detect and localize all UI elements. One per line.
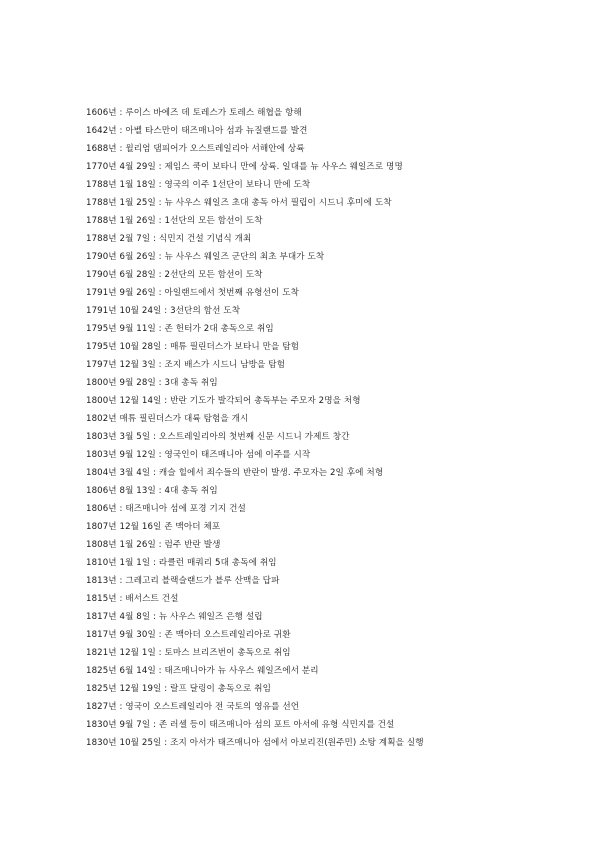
timeline-entry: 1800년 9월 28일 : 3대 총독 취임 xyxy=(86,378,218,388)
timeline-entry: 1803년 9월 12일 : 영국인이 태즈매니아 섬에 이주를 시작 xyxy=(86,450,311,460)
timeline-entry: 1813년 : 그레고리 블랙슬랜드가 블루 산맥을 답파 xyxy=(86,576,280,586)
timeline-entry: 1804년 3월 4일 : 캐슬 힐에서 죄수들의 반란이 발생. 주모자는 2일 후에 처형 xyxy=(86,468,384,478)
timeline-entry: 1791년 9월 26일 : 아일랜드에서 첫번째 유형선이 도착 xyxy=(86,288,300,298)
timeline-entry: 1642년 : 아벨 타스만이 태즈매니아 섬과 뉴질랜드를 발견 xyxy=(86,126,308,136)
timeline-entry: 1688년 : 윌리엄 댐피어가 오스트레일리아 서해안에 상륙 xyxy=(86,144,305,154)
timeline-entry: 1790년 6월 28일 : 2선단의 모든 함선이 도착 xyxy=(86,270,263,280)
timeline-entry: 1830년 9월 7일 : 존 러셀 등이 태즈매니아 섬의 포트 아서에 유형 식민지를 건설 xyxy=(86,720,395,730)
timeline-entry: 1800년 12월 14일 : 반란 기도가 발각되어 총독부는 주모자 2명을 처형 xyxy=(86,396,361,406)
timeline-entry: 1821년 12월 1일 : 토마스 브리즈번이 총독으로 취임 xyxy=(86,648,291,658)
timeline-entry: 1830년 10월 25일 : 조지 아서가 태즈매니아 섬에서 아보리진(원주민) 소탕 계획을 실행 xyxy=(86,738,424,748)
timeline-entry: 1606년 : 루이스 바에즈 데 토레스가 토레스 해협을 항해 xyxy=(86,108,302,118)
timeline-entry: 1788년 1월 26일 : 1선단의 모든 함선이 도착 xyxy=(86,216,263,226)
timeline-entry: 1788년 1월 18일 : 영국의 이주 1선단이 보타니 만에 도착 xyxy=(86,180,311,190)
timeline-entry: 1807년 12월 16일 존 맥아더 체포 xyxy=(86,522,221,532)
timeline-entry: 1797년 12월 3일 : 조지 배스가 시드니 남방을 탐험 xyxy=(86,360,286,370)
timeline-entry: 1806년 8월 13일 : 4대 총독 취임 xyxy=(86,486,218,496)
timeline-entry: 1788년 1월 25일 : 뉴 사우스 웨일즈 초대 총독 아서 필립이 시드니 후미에 도착 xyxy=(86,198,392,208)
timeline-list xyxy=(86,104,581,752)
timeline-entry: 1827년 : 영국이 오스트레일리아 전 국토의 영유를 선언 xyxy=(86,702,300,712)
timeline-entry: 1808년 1월 26일 : 럼주 반란 발생 xyxy=(86,540,221,550)
timeline-entry: 1790년 6월 26일 : 뉴 사우스 웨일즈 군단의 최초 부대가 도착 xyxy=(86,252,325,262)
timeline-entry: 1806년 : 태즈매니아 섬에 포경 기지 건설 xyxy=(86,504,246,514)
timeline-entry: 1825년 6월 14일 : 태즈매니아가 뉴 사우스 웨일즈에서 분리 xyxy=(86,666,319,676)
timeline-entry: 1791년 10월 24일 : 3선단의 함선 도착 xyxy=(86,306,241,316)
timeline-entry: 1802년 매튜 필린더스가 대륙 탐험을 개시 xyxy=(86,414,249,424)
timeline-entry: 1817년 4월 8일 : 뉴 사우스 웨일즈 은행 설립 xyxy=(86,612,263,622)
timeline-entry: 1770년 4월 29일 : 제임스 쿡이 보타니 만에 상륙. 일대를 뉴 사우스 웨일즈로 명명 xyxy=(86,162,403,172)
timeline-entry: 1825년 12월 19일 : 랄프 달링이 총독으로 취임 xyxy=(86,684,271,694)
timeline-entry: 1795년 10월 28일 : 매튜 필린더스가 보타니 만을 탐험 xyxy=(86,342,300,352)
timeline-entry: 1817년 9월 30일 : 존 맥아더 오스트레일리아로 귀환 xyxy=(86,630,291,640)
timeline-entry: 1803년 3월 5일 : 오스트레일리아의 첫번째 신문 시드니 가제트 창간 xyxy=(86,432,350,442)
timeline-entry: 1815년 : 배서스트 건설 xyxy=(86,594,179,604)
timeline-entry: 1795년 9월 11일 : 존 헌터가 2대 총독으로 취임 xyxy=(86,324,274,334)
timeline-entry: 1788년 2월 7일 : 식민지 건설 기념식 개최 xyxy=(86,234,252,244)
timeline-entry: 1810년 1월 1일 : 라클런 매쿼리 5대 총독에 취임 xyxy=(86,558,277,568)
